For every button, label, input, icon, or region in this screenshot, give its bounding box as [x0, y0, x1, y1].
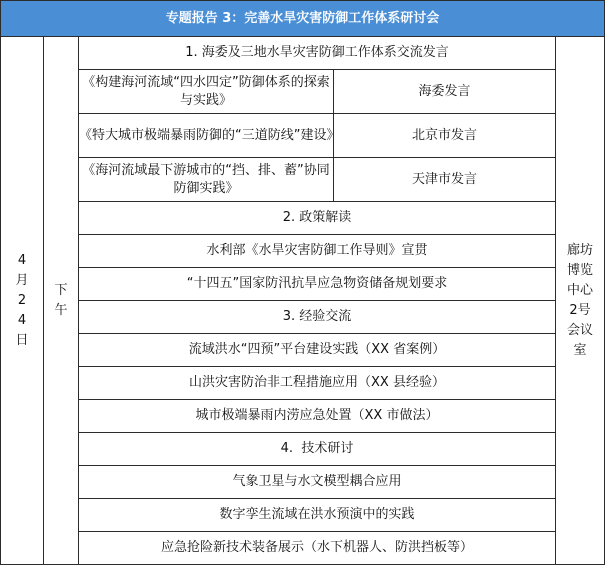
table-row — [1, 466, 605, 499]
table-row — [1, 400, 605, 433]
section-1-title: 1. 海委及三地水旱灾害防御工作体系交流发言 — [79, 37, 556, 70]
date-cell — [1, 37, 44, 565]
period-label: 下午 — [54, 282, 68, 318]
talk-speaker: 天津市发言 — [334, 158, 556, 202]
talk-speaker: 海委发言 — [334, 70, 556, 114]
agenda-item: 气象卫星与水文模型耦合应用 — [79, 466, 556, 499]
table-row — [1, 37, 605, 70]
table-row — [1, 334, 605, 367]
table-row — [1, 499, 605, 532]
table-row — [1, 70, 605, 114]
table-row — [1, 114, 605, 158]
seminar-title: 专题报告 3：完善水旱灾害防御工作体系研讨会 — [1, 1, 605, 37]
table-header-row — [1, 1, 605, 37]
section-2-title: 2. 政策解读 — [79, 202, 556, 235]
agenda-item: 数字孪生流域在洪水预演中的实践 — [79, 499, 556, 532]
table-row — [1, 367, 605, 400]
table-row — [1, 268, 605, 301]
table-row — [1, 301, 605, 334]
talk-speaker: 北京市发言 — [334, 114, 556, 158]
talk-title: 《构建海河流域“四水四定”防御体系的探索与实践》 — [79, 70, 334, 114]
date-label: 4 月 24 日 — [15, 252, 29, 348]
table-row — [1, 235, 605, 268]
section-3-title: 3. 经验交流 — [79, 301, 556, 334]
table-row — [1, 158, 605, 202]
agenda-item: 山洪灾害防治非工程措施应用（XX 县经验） — [79, 367, 556, 400]
agenda-item: “十四五”国家防汛抗旱应急物资储备规划要求 — [79, 268, 556, 301]
agenda-item: 应急抢险新技术装备展示（水下机器人、防洪挡板等） — [79, 532, 556, 565]
period-cell — [44, 37, 79, 565]
agenda-item: 城市极端暴雨内涝应急处置（XX 市做法） — [79, 400, 556, 433]
venue-label: 廊坊博览中心2号会议室 — [567, 242, 594, 358]
venue-cell — [556, 37, 605, 565]
talk-title: 《海河流域最下游城市的“挡、排、蓄”协同防御实践》 — [79, 158, 334, 202]
table-row — [1, 532, 605, 565]
talk-title: 《特大城市极端暴雨防御的“三道防线”建设》 — [79, 114, 334, 158]
agenda-item: 流域洪水“四预”平台建设实践（XX 省案例） — [79, 334, 556, 367]
agenda-item: 水利部《水旱灾害防御工作导则》宣贯 — [79, 235, 556, 268]
section-4-title: 4. 技术研讨 — [79, 433, 556, 466]
table-row — [1, 202, 605, 235]
table-row — [1, 433, 605, 466]
